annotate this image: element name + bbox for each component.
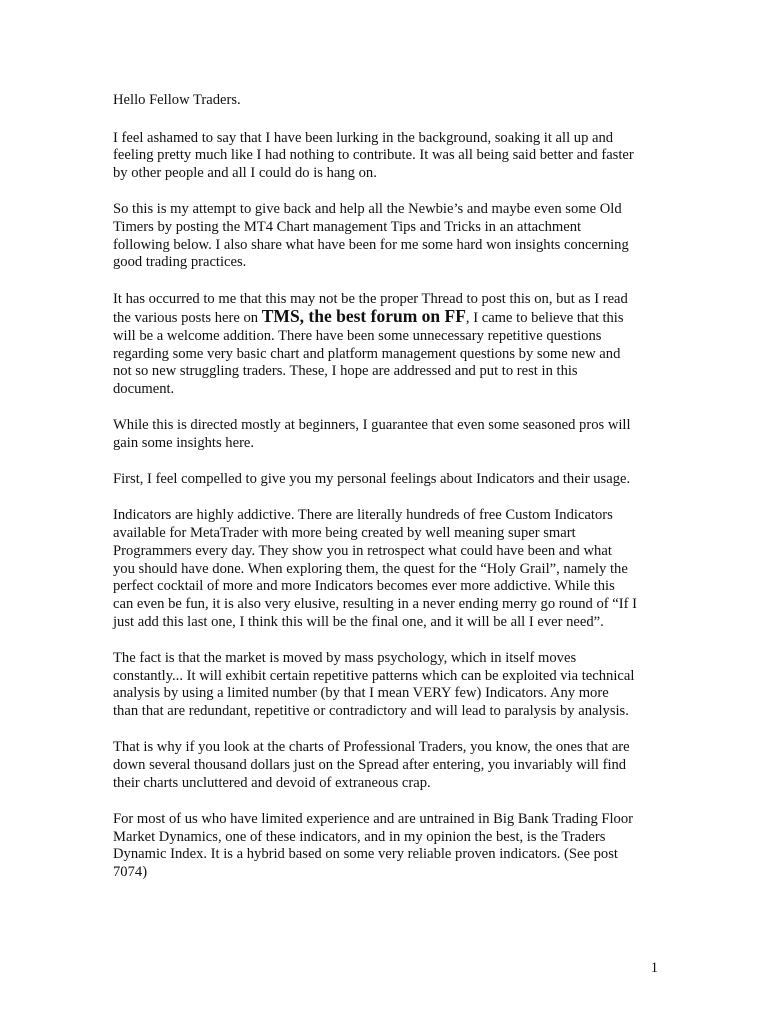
paragraph-thread-text-end: , I came to believe that this will be a welcome addition. There have been some unnecessary repetitive questions regarding some very basic chart and platform management questions by some new and not so new struggling traders. These, I hope are addressed and put to rest in this document.	[113, 310, 624, 398]
paragraph-professional-charts: That is why if you look at the charts of Professional Traders, you know, the ones that are down several thousand dollars just on the Spread after entering, you invariably will find their charts uncluttered and devoid of extraneous crap.	[113, 739, 630, 791]
paragraph-purpose: So this is my attempt to give back and help all the Newbie’s and maybe even some Old Timers by posting the MT4 Chart management Tips and Tricks in an attachment following below. I also share what have been for me some hard won insights concerning good trading practices.	[113, 201, 629, 271]
paragraph-traders-dynamic-index: For most of us who have limited experience and are untrained in Big Bank Trading Floor Market Dynamics, one of these indicators, and in my opinion the best, is the Traders Dynamic Index. It is a hybrid based on some very reliable proven indicators. (See post 7074)	[113, 810, 634, 880]
paragraph-audience: While this is directed mostly at beginners, I guarantee that even some seasoned pros will gain some insights here.	[113, 417, 631, 452]
paragraph-indicators-intro: First, I feel compelled to give you my personal feelings about Indicators and their usage.	[113, 471, 631, 488]
paragraph-market-psychology: The fact is that the market is moved by mass psychology, which in itself moves constantly... It will exhibit certain repetitive patterns which can be exploited via technical analysis by using a limited number (by that I mean VERY few) Indicators. Any more than that are redundant, repetitive or contradictory and will lead to paralysis by analysis.	[113, 649, 635, 719]
page-number: 1	[650, 960, 658, 976]
paragraph-indicators-addictive: Indicators are highly addictive. There are literally hundreds of free Custom Indicators available for MetaTrader with more being created by well meaning super smart Programmers every day. They show you in retrospect what could have been and what you should have done. When exploring them, the quest for the “Holy Grail”, namely the perfect cocktail of more and more Indicators becomes ever more addictive. While this can even be fun, it is also very elusive, resulting in a never ending merry go round of “If I just add this last one, I think this will be the final one, and it will be all I ever need”.	[113, 507, 637, 630]
paragraph-thread-text-start: It has occurred to me that this may not be the proper Thread to post this on, but as I read the various posts here on	[113, 290, 628, 327]
forum-name-emphasis: TMS, the best forum on FF	[261, 306, 466, 327]
paragraph-intro: I feel ashamed to say that I have been lurking in the background, soaking it all up and feeling pretty much like I had nothing to contribute. It was all being said better and faster by other people and all I could do is hang on.	[113, 129, 634, 182]
greeting-paragraph: Hello Fellow Traders.	[113, 92, 241, 108]
document-body	[113, 92, 658, 900]
paragraph-thread	[113, 291, 658, 399]
